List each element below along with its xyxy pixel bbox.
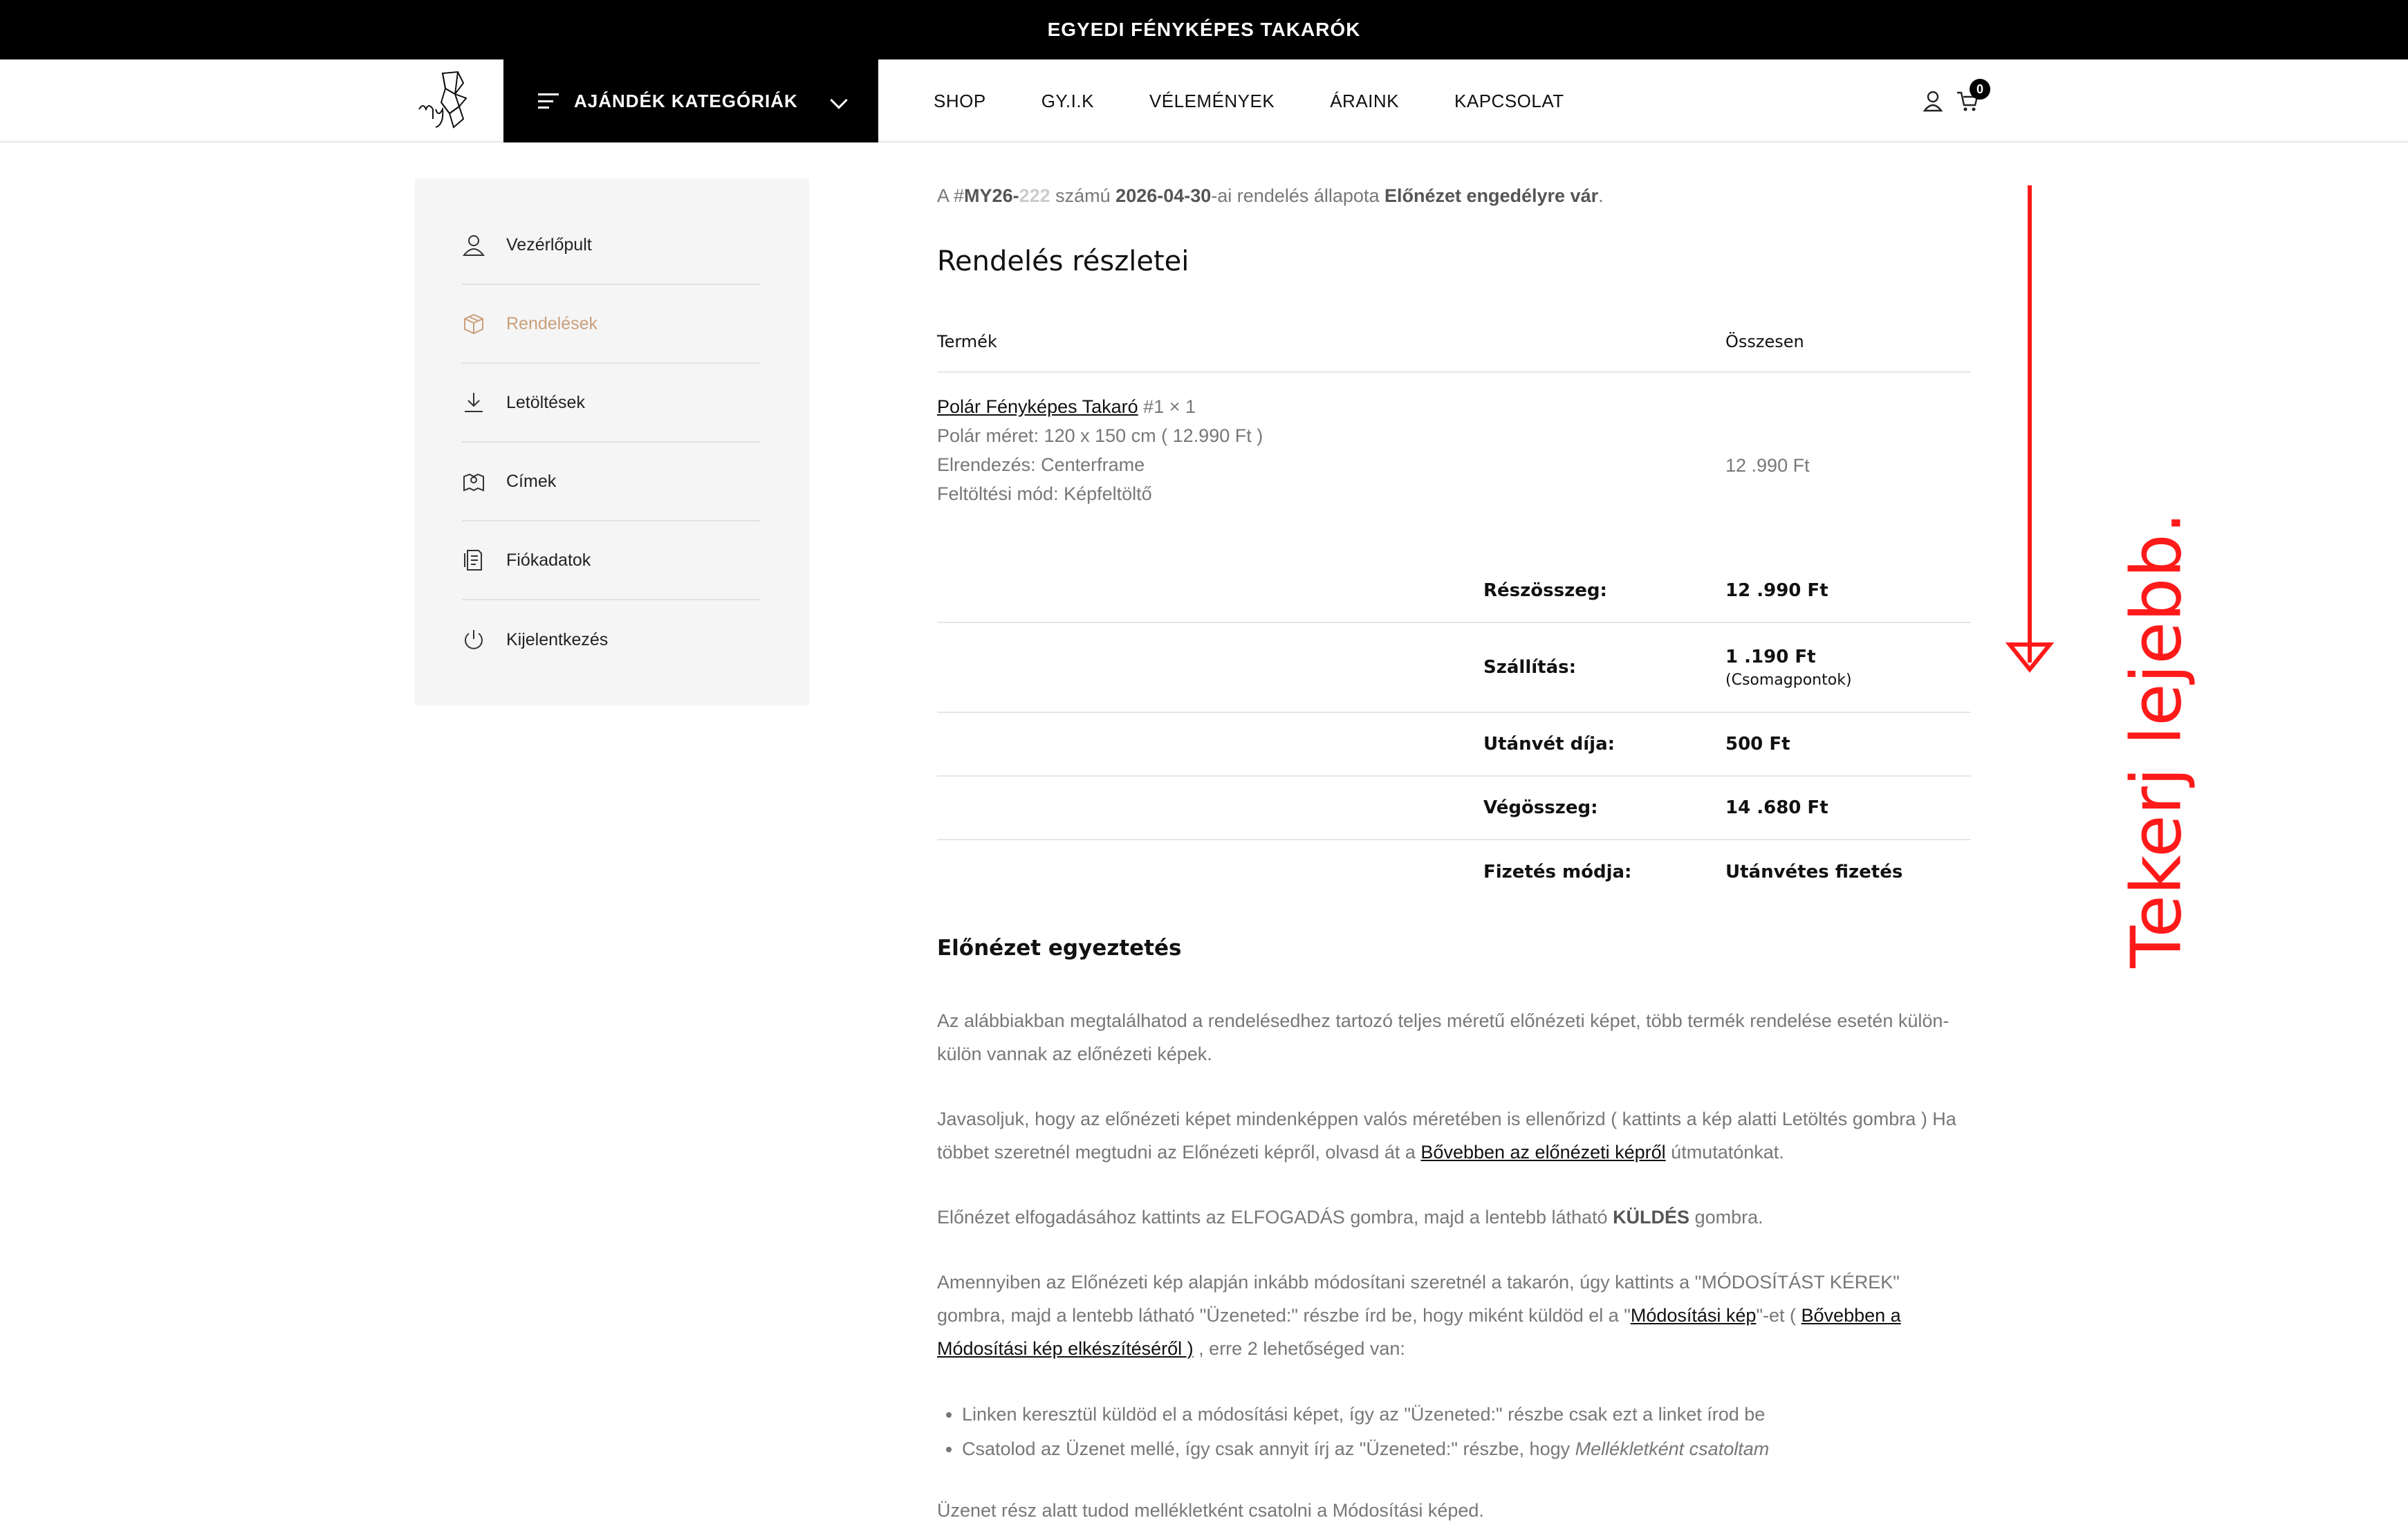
nav-shop[interactable]: SHOP bbox=[934, 90, 986, 111]
shipping-method: (Csomagpontok) bbox=[1725, 671, 1852, 689]
product-upload: Feltöltési mód: Képfeltöltő bbox=[937, 483, 1152, 504]
account-icon bbox=[462, 548, 485, 572]
list-item: • Linken keresztül küldöd el a módosítási képet, így az "Üzeneted:" részbe csak ezt a linket írod be bbox=[962, 1397, 1971, 1432]
b2-text: Csatolod az Üzenet mellé, így csak annyit írj az "Üzeneted:" részbe, hogy bbox=[962, 1438, 1575, 1459]
shipping-cell bbox=[1725, 622, 1971, 712]
shipping-value: 1 .190 Ft bbox=[1725, 646, 1816, 667]
preview-paragraph-5: Üzenet rész alatt tudod mellékletként csatolni a Módosítási képed. bbox=[937, 1500, 1484, 1521]
p3-text: Előnézet elfogadásához kattints az ELFOGADÁS gombra, majd a lentebb látható bbox=[937, 1207, 1613, 1228]
box-icon bbox=[462, 312, 485, 335]
grand-total-label: Végösszeg: bbox=[937, 776, 1725, 840]
categories-label: AJÁNDÉK KATEGÓRIÁK bbox=[574, 90, 798, 111]
order-details-main bbox=[937, 178, 1971, 1527]
logo-icon[interactable] bbox=[415, 68, 477, 134]
preview-section-title: Előnézet egyeztetés bbox=[937, 936, 1182, 961]
sidebar-item-addresses[interactable] bbox=[462, 443, 761, 521]
cart-count-badge: 0 bbox=[1970, 79, 1990, 100]
send-keyword: KÜLDÉS bbox=[1613, 1207, 1690, 1228]
order-details-title: Rendelés részletei bbox=[937, 246, 1189, 277]
cod-fee-value: 500 Ft bbox=[1725, 712, 1971, 776]
sidebar-item-label: Kijelentkezés bbox=[506, 629, 609, 649]
site-header bbox=[0, 59, 2408, 142]
order-totals-table bbox=[937, 559, 1971, 903]
categories-menu-button[interactable] bbox=[503, 59, 878, 142]
status-mid: számú bbox=[1050, 185, 1116, 206]
preview-paragraph-3 bbox=[937, 1201, 1971, 1234]
col-product-header: Termék bbox=[937, 311, 1725, 372]
p2-text: Javasoljuk, hogy az előnézeti képet mindenképpen valós méretében is ellenőrizd ( kattints a kép alatti Letöltés gombra ) Ha többet szeretnél megtudni az Előnézeti képről, olvasd át a bbox=[937, 1109, 1956, 1163]
p4-mid: "-et ( bbox=[1756, 1305, 1802, 1326]
status-prefix: A # bbox=[937, 185, 965, 206]
modification-guide-link[interactable]: Bővebben a Módosítási kép elkészítéséről ) bbox=[937, 1305, 1901, 1359]
order-items-table bbox=[937, 311, 1971, 559]
table-row bbox=[937, 712, 1971, 776]
sidebar-item-label: Címek bbox=[506, 471, 557, 491]
p4-suffix: , erre 2 lehetőséged van: bbox=[1193, 1338, 1405, 1359]
order-date: 2026-04-30 bbox=[1115, 185, 1212, 206]
order-status-line bbox=[937, 178, 1971, 213]
p2-suffix: útmutatónkat. bbox=[1665, 1142, 1784, 1163]
nav-prices[interactable]: ÁRAINK bbox=[1330, 90, 1400, 111]
table-row bbox=[937, 559, 1971, 622]
table-row bbox=[937, 776, 1971, 840]
options-list bbox=[937, 1397, 1971, 1466]
sidebar-item-label: Letöltések bbox=[506, 392, 585, 412]
account-user-icon[interactable] bbox=[1923, 90, 1943, 112]
download-icon bbox=[462, 391, 485, 414]
main-nav bbox=[934, 59, 1620, 142]
sidebar-item-logout[interactable] bbox=[462, 600, 761, 679]
user-icon bbox=[462, 233, 485, 257]
grand-total-value: 14 .680 Ft bbox=[1725, 776, 1971, 840]
nav-reviews[interactable]: VÉLEMÉNYEK bbox=[1149, 90, 1275, 111]
product-total: 12 .990 Ft bbox=[1725, 455, 1810, 476]
sidebar-item-label: Vezérlőpult bbox=[506, 234, 592, 254]
preview-paragraph-4 bbox=[937, 1266, 1971, 1365]
payment-method-label: Fizetés módja: bbox=[1483, 861, 1632, 882]
subtotal-value: 12 .990 Ft bbox=[1725, 559, 1971, 622]
power-icon bbox=[462, 628, 485, 651]
subtotal-label: Részösszeg: bbox=[937, 559, 1725, 622]
sidebar-item-dashboard[interactable] bbox=[462, 206, 761, 285]
cod-fee-label: Utánvét díja: bbox=[937, 712, 1725, 776]
status-suffix: . bbox=[1598, 185, 1604, 206]
chevron-down-icon bbox=[830, 91, 847, 109]
shipping-label: Szállítás: bbox=[937, 622, 1725, 712]
product-qty: #1 × 1 bbox=[1138, 396, 1196, 417]
preview-guide-link[interactable]: Bővebben az előnézeti képről bbox=[1420, 1142, 1666, 1163]
p3-suffix: gombra. bbox=[1689, 1207, 1763, 1228]
nav-faq[interactable]: GY.I.K bbox=[1041, 90, 1094, 111]
product-link[interactable]: Polár Fényképes Takaró bbox=[937, 396, 1138, 417]
table-row bbox=[937, 372, 1971, 559]
sidebar-item-label: Rendelések bbox=[506, 313, 598, 333]
promo-bar bbox=[0, 0, 2408, 59]
payment-method-value: Utánvétes fizetés bbox=[1725, 861, 1903, 882]
preview-paragraph-2 bbox=[937, 1102, 1971, 1169]
order-number: MY26- bbox=[964, 185, 1019, 206]
modification-image-link[interactable]: Módosítási kép bbox=[1630, 1305, 1757, 1326]
sidebar-item-orders[interactable] bbox=[462, 285, 761, 364]
order-status: Előnézet engedélyre vár bbox=[1384, 185, 1599, 206]
nav-contact[interactable]: KAPCSOLAT bbox=[1454, 90, 1564, 111]
table-row bbox=[937, 622, 1971, 712]
status-mid2: -ai rendelés állapota bbox=[1211, 185, 1384, 206]
sidebar-item-account-details[interactable] bbox=[462, 521, 761, 600]
sidebar-item-label: Fiókadatok bbox=[506, 550, 591, 570]
product-cell bbox=[937, 372, 1725, 559]
product-layout: Elrendezés: Centerframe bbox=[937, 454, 1145, 475]
account-sidebar bbox=[415, 178, 809, 705]
product-size: Polár méret: 120 x 150 cm ( 12.990 Ft ) bbox=[937, 425, 1263, 446]
scroll-down-arrow-icon bbox=[2006, 185, 2054, 675]
address-icon bbox=[462, 470, 485, 493]
col-total-header: Összesen bbox=[1725, 311, 1971, 372]
sidebar-item-downloads[interactable] bbox=[462, 364, 761, 443]
p4-text: Amennyiben az Előnézeti kép alapján inkább módosítani szeretnél a takarón, úgy kattints a "MÓDOSÍTÁST KÉREK" gombra, majd a lentebb látható "Üzeneted:" részbe írd be, hogy miként küldöd el a " bbox=[937, 1272, 1900, 1326]
b2-italic: Mellékletként csatoltam bbox=[1575, 1438, 1770, 1459]
promo-text: EGYEDI FÉNYKÉPES TAKARÓK bbox=[1047, 19, 1361, 40]
table-row bbox=[937, 840, 1971, 903]
scroll-hint-text: Tekerj lejebb. bbox=[2115, 512, 2197, 968]
order-number-hidden: 222 bbox=[1019, 185, 1050, 206]
preview-paragraph-1: Az alábbiakban megtalálhatod a rendelésedhez tartozó teljes méretű előnézeti képet, több termék rendelése esetén külön-külön vannak az előnézeti képek. bbox=[937, 1010, 1949, 1064]
menu-icon bbox=[538, 93, 559, 109]
list-item bbox=[962, 1432, 1971, 1466]
